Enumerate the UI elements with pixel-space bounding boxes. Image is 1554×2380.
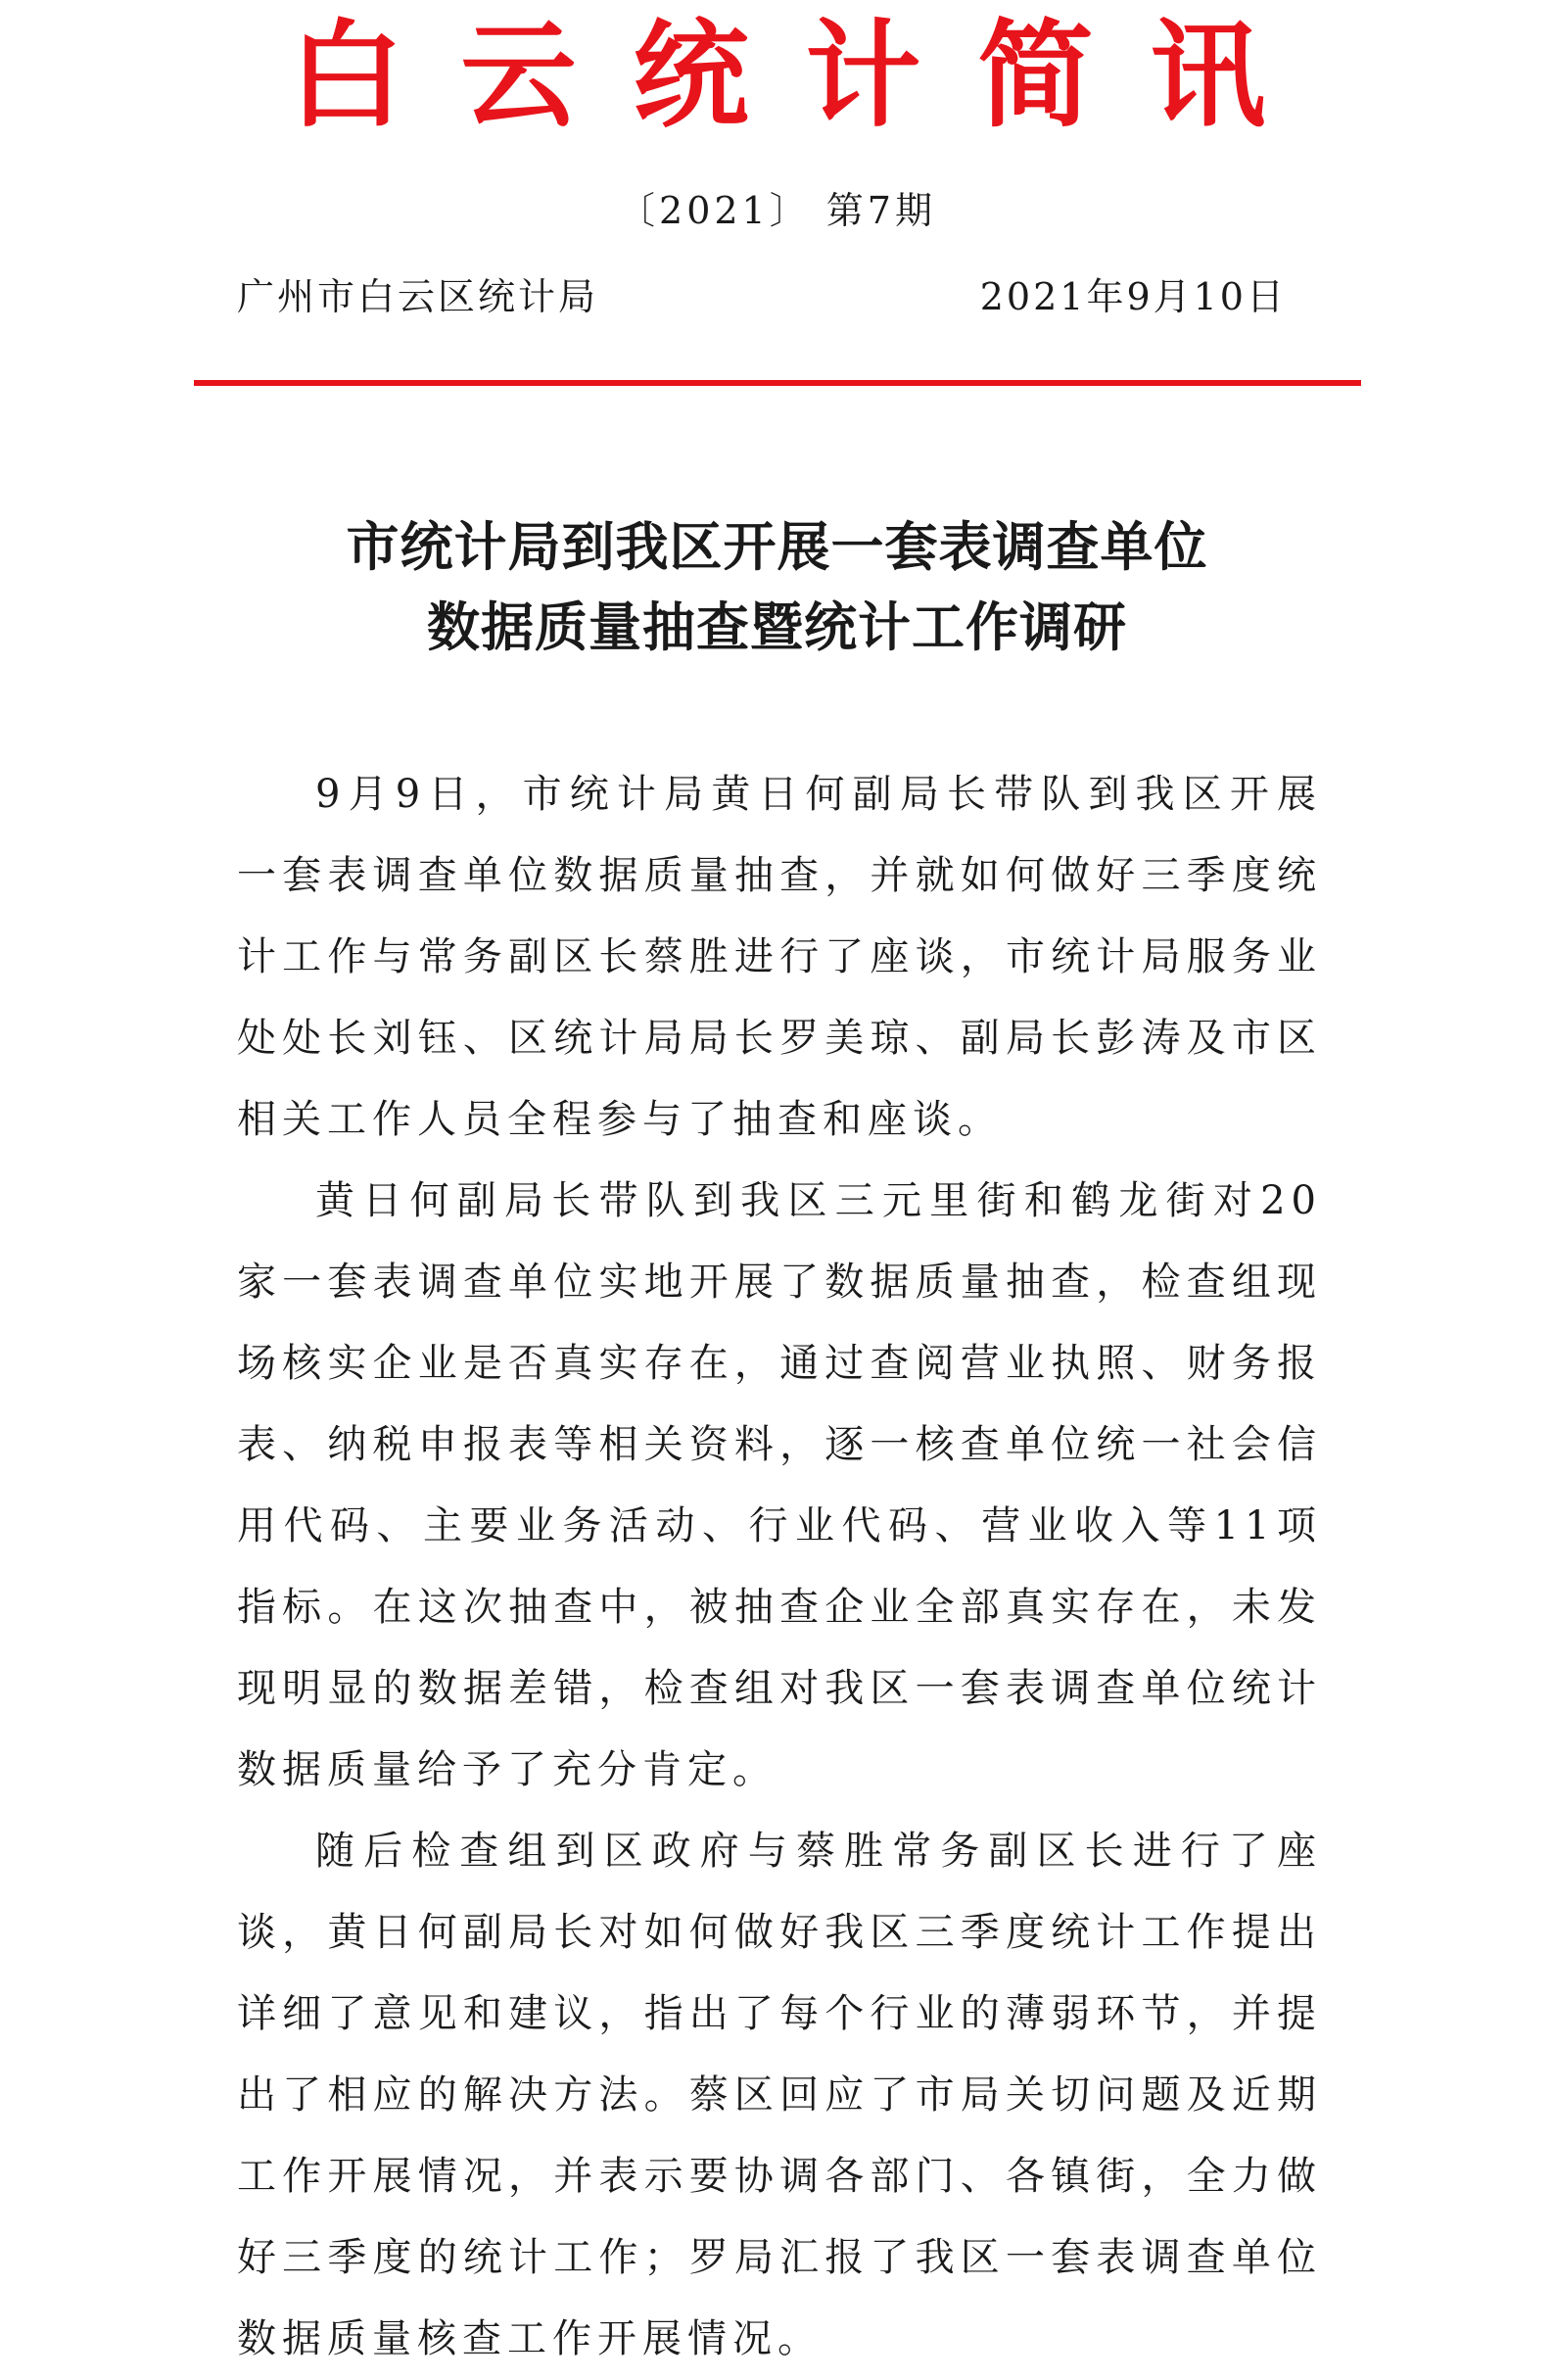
- paragraph-1: 9月9日，市统计局黄日何副局长带队到我区开展一套表调查单位数据质量抽查，并就如何做好三季度统计工作与常务副区长蔡胜进行了座谈，市统计局服务业处处长刘钰、区统计局局长罗美琼、副局长彭涛及市区相关工作人员全程参与了抽查和座谈。: [237, 772, 1322, 1142]
- article-title: [0, 507, 1554, 668]
- issue-number: 〔2021〕 第7期: [618, 189, 936, 232]
- issuing-office: 广州市白云区统计局: [237, 275, 599, 318]
- masthead-title: 白云统计简讯: [288, 7, 1323, 143]
- article-title-line-1: 市统计局到我区开展一套表调查单位: [346, 516, 1208, 578]
- article-title-line-2: 数据质量抽查暨统计工作调研: [427, 596, 1127, 658]
- red-header-rule: [194, 380, 1361, 386]
- issue-date: 2021年9月10日: [979, 275, 1287, 318]
- article-body: [237, 754, 1322, 2380]
- paragraph-3: 随后检查组到区政府与蔡胜常务副区长进行了座谈，黄日何副局长对如何做好我区三季度统计工作提出详细了意见和建议，指出了每个行业的薄弱环节，并提出了相应的解决方法。蔡区回应了市局关切问题及近期工作开展情况，并表示要协调各部门、各镇街，全力做好三季度的统计工作；罗局汇报了我区一套表调查单位数据质量核查工作开展情况。: [237, 1829, 1322, 2361]
- paragraph-2: 黄日何副局长带队到我区三元里街和鹤龙街对20家一套表调查单位实地开展了数据质量抽查，检查组现场核实企业是否真实存在，通过查阅营业执照、财务报表、纳税申报表等相关资料，逐一核查单位统一社会信用代码、主要业务活动、行业代码、营业收入等11项指标。在这次抽查中，被抽查企业全部真实存在，未发现明显的数据差错，检查组对我区一套表调查单位统计数据质量给予了充分肯定。: [237, 1178, 1322, 1792]
